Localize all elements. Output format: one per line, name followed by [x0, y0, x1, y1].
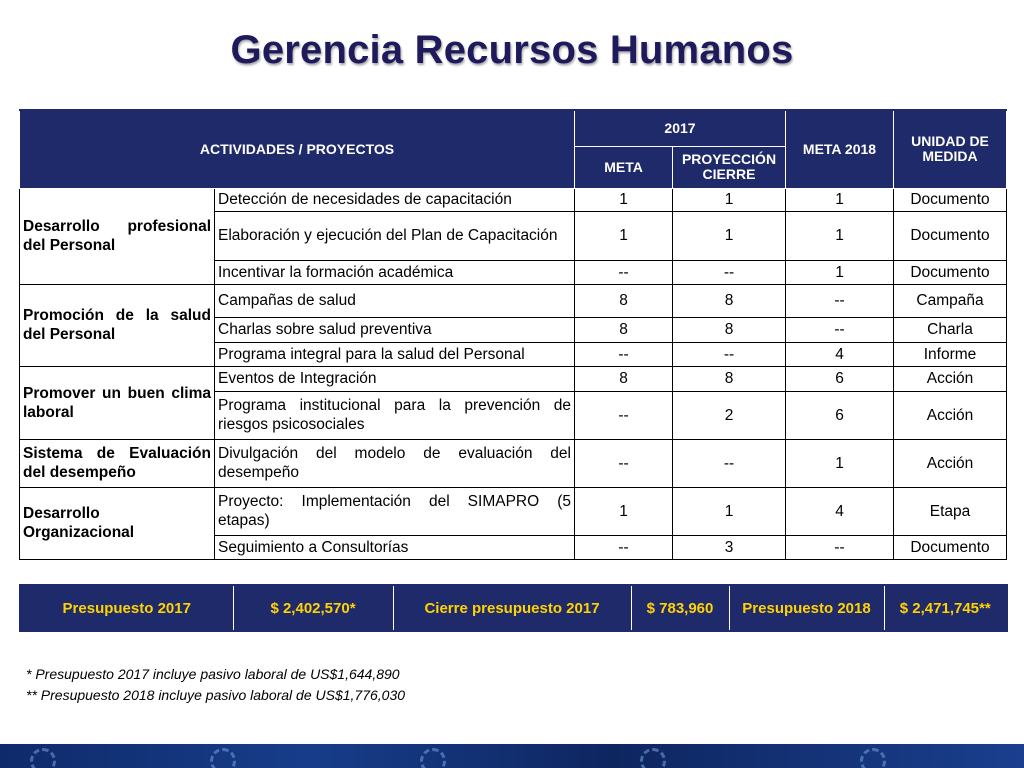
group-label: Desarrollo profesional del Personal: [20, 188, 215, 284]
unit-cell: Documento: [894, 211, 1007, 260]
unit-cell: Charla: [894, 317, 1007, 342]
activity-cell: Programa integral para la salud del Personal: [215, 342, 575, 366]
activity-cell: Proyecto: Implementación del SIMAPRO (5 etapas): [215, 487, 575, 535]
projection-cell: --: [673, 260, 786, 284]
projection-cell: 1: [673, 188, 786, 211]
activity-cell: Charlas sobre salud preventiva: [215, 317, 575, 342]
unit-cell: Acción: [894, 439, 1007, 487]
budget-2017-label: Presupuesto 2017: [20, 585, 233, 631]
budget-2017-value: $ 2,402,570*: [233, 585, 393, 631]
gear-icon: [860, 748, 886, 768]
activity-cell: Eventos de Integración: [215, 366, 575, 391]
budget-2018-label: Presupuesto 2018: [729, 585, 884, 631]
meta-2018-cell: 6: [786, 366, 894, 391]
activities-table: [19, 109, 1007, 560]
budget-2018-value: $ 2,471,745**: [884, 585, 1007, 631]
meta-cell: --: [575, 342, 673, 366]
unit-cell: Acción: [894, 391, 1007, 439]
header-meta-2018: META 2018: [786, 110, 894, 188]
page-title: Gerencia Recursos Humanos: [230, 28, 794, 72]
activity-cell: Divulgación del modelo de evaluación del desempeño: [215, 439, 575, 487]
footnote-2017: * Presupuesto 2017 incluye pasivo laboral de US$1,644,890: [26, 666, 400, 682]
meta-cell: 8: [575, 366, 673, 391]
meta-cell: --: [575, 260, 673, 284]
projection-cell: 1: [673, 211, 786, 260]
header-activities: ACTIVIDADES / PROYECTOS: [20, 110, 575, 188]
footnotes: [26, 664, 405, 706]
footnote-2018: ** Presupuesto 2018 incluye pasivo laboral de US$1,776,030: [26, 687, 406, 703]
projection-cell: 2: [673, 391, 786, 439]
gear-icon: [640, 748, 666, 768]
meta-2018-cell: 1: [786, 260, 894, 284]
meta-cell: 1: [575, 211, 673, 260]
table-row: [20, 366, 1007, 391]
meta-cell: --: [575, 391, 673, 439]
gear-icon: [210, 748, 236, 768]
projection-cell: 1: [673, 487, 786, 535]
unit-cell: Documento: [894, 535, 1007, 559]
meta-cell: --: [575, 535, 673, 559]
budget-cierre-label: Cierre presupuesto 2017: [393, 585, 631, 631]
meta-2018-cell: 1: [786, 188, 894, 211]
group-label: Promover un buen clima laboral: [20, 366, 215, 439]
projection-cell: --: [673, 342, 786, 366]
unit-cell: Documento: [894, 260, 1007, 284]
projection-cell: 3: [673, 535, 786, 559]
table-row: [20, 188, 1007, 211]
budget-cierre-value: $ 783,960: [631, 585, 729, 631]
meta-2018-cell: 1: [786, 439, 894, 487]
meta-cell: 1: [575, 487, 673, 535]
group-label: Sistema de Evaluación del desempeño: [20, 439, 215, 487]
header-meta: META: [575, 146, 673, 188]
header-year: 2017: [575, 110, 786, 146]
meta-2018-cell: 4: [786, 487, 894, 535]
projection-cell: 8: [673, 317, 786, 342]
decorative-footer-band: [0, 744, 1024, 768]
header-projection: PROYECCIÓN CIERRE: [673, 146, 786, 188]
meta-2018-cell: --: [786, 535, 894, 559]
projection-cell: 8: [673, 366, 786, 391]
meta-2018-cell: --: [786, 284, 894, 317]
table-row: [20, 439, 1007, 487]
activity-cell: Programa institucional para la prevención de riesgos psicosociales: [215, 391, 575, 439]
activity-cell: Incentivar la formación académica: [215, 260, 575, 284]
header-unit: UNIDAD DE MEDIDA: [894, 110, 1007, 188]
table-row: [20, 487, 1007, 535]
unit-cell: Informe: [894, 342, 1007, 366]
meta-2018-cell: 1: [786, 211, 894, 260]
projection-cell: 8: [673, 284, 786, 317]
meta-cell: 8: [575, 284, 673, 317]
meta-cell: 1: [575, 188, 673, 211]
projection-cell: --: [673, 439, 786, 487]
meta-2018-cell: 6: [786, 391, 894, 439]
activity-cell: Elaboración y ejecución del Plan de Capacitación: [215, 211, 575, 260]
budget-table: [19, 584, 1008, 632]
meta-2018-cell: --: [786, 317, 894, 342]
unit-cell: Acción: [894, 366, 1007, 391]
meta-cell: 8: [575, 317, 673, 342]
group-label: Desarrollo Organizacional: [20, 487, 215, 559]
activity-cell: Seguimiento a Consultorías: [215, 535, 575, 559]
unit-cell: Campaña: [894, 284, 1007, 317]
meta-cell: --: [575, 439, 673, 487]
gear-icon: [420, 748, 446, 768]
unit-cell: Documento: [894, 188, 1007, 211]
unit-cell: Etapa: [894, 487, 1007, 535]
gear-icon: [30, 748, 56, 768]
activity-cell: Campañas de salud: [215, 284, 575, 317]
meta-2018-cell: 4: [786, 342, 894, 366]
group-label: Promoción de la salud del Personal: [20, 284, 215, 366]
table-row: [20, 284, 1007, 317]
activity-cell: Detección de necesidades de capacitación: [215, 188, 575, 211]
